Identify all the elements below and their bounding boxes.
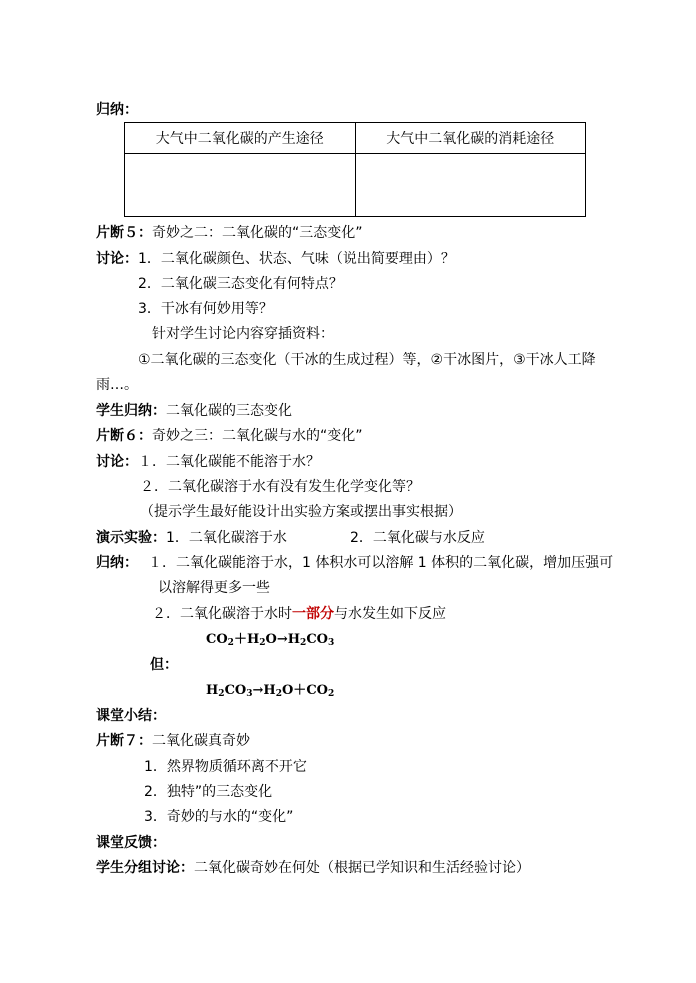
fragment-6-discussion (96, 452, 320, 472)
demo-item-2: 2．二氧化碳与水反应 (350, 530, 485, 546)
formula-part: O (265, 632, 277, 647)
fragment-6-label: 片断６： (96, 428, 152, 444)
table-header-row (125, 123, 586, 154)
equation-1 (206, 630, 334, 650)
conclusion-2 (152, 604, 446, 624)
formula-part: CO (306, 632, 328, 647)
demo-label: 演示实验： (96, 530, 166, 546)
class-summary-label: 课堂小结： (96, 708, 166, 724)
conclusion-2-text: 与水发生如下反应 (334, 606, 446, 622)
conclusion (96, 553, 138, 573)
formula-part: CO (306, 683, 328, 698)
question-2: 2．二氧化碳三态变化有何特点？ (138, 276, 343, 292)
fragment-5-discussion (96, 249, 455, 269)
fragment-5-heading (96, 223, 363, 243)
formula-part: ＋ (233, 632, 247, 647)
discuss-label: 讨论： (96, 454, 138, 470)
reaction-arrow: → (252, 683, 264, 698)
formula-part: H (206, 683, 219, 698)
fragment-7-title: 二氧化碳真奇妙 (152, 733, 250, 749)
fragment-7-label: 片断７： (96, 733, 152, 749)
insert-materials-intro: 针对学生讨论内容穿插资料： (152, 326, 334, 342)
formula-subscript: 2 (259, 638, 266, 648)
formula-subscript: 3 (246, 689, 253, 699)
table-cell (355, 154, 586, 217)
formula-subscript: 2 (300, 638, 307, 648)
equation-2 (206, 681, 334, 701)
reaction-arrow: → (276, 632, 288, 647)
table-row (125, 154, 586, 217)
list-item: 1．然界物质循环离不开它 (144, 759, 307, 775)
formula-part: CO (224, 683, 247, 698)
student-summary-label: 学生归纳： (96, 403, 166, 419)
materials-list-cont: 雨…。 (96, 377, 138, 393)
question-1: １．二氧化碳能不能溶于水？ (138, 454, 320, 470)
table-header-cell: 大气中二氧化碳的消耗途径 (355, 123, 586, 154)
question-3: 3．干冰有何妙用等？ (138, 301, 273, 317)
question-2: ２．二氧化碳溶于水有没有发生化学变化等？ (140, 479, 420, 495)
conclusion-1-cont: 以溶解得更多一些 (158, 580, 270, 596)
formula-part: ＋ (293, 683, 307, 698)
table-header-cell: 大气中二氧化碳的产生途径 (125, 123, 356, 154)
formula-part: CO (206, 632, 228, 647)
discuss-label: 讨论： (96, 251, 138, 267)
demo-experiment (96, 528, 287, 548)
feedback-label: 课堂反馈： (96, 835, 166, 851)
summary-label: 归纳： (96, 102, 138, 118)
list-item: 3．奇妙的与水的“变化” (144, 809, 294, 825)
hint-text: （提示学生最好能设计出实验方案或摆出事实根据） (140, 504, 462, 520)
fragment-5-label: 片断５： (96, 225, 152, 241)
conclusion-2-text: ２．二氧化碳溶于水时 (152, 606, 292, 622)
summary-table (124, 122, 586, 217)
group-discussion (96, 858, 530, 878)
formula-subscript: 2 (327, 689, 335, 699)
highlight-text: 一部分 (292, 606, 334, 622)
conclusion-1: １．二氧化碳能溶于水，1 体积水可以溶解 1 体积的二氧化碳，增加压强可 (148, 555, 614, 571)
formula-part: H (263, 683, 276, 698)
formula-subscript: 2 (218, 689, 225, 699)
materials-list: ①二氧化碳的三态变化（干冰的生成过程）等，②干冰图片，③干冰人工降 (138, 352, 596, 368)
fragment-5-title: 奇妙之二：二氧化碳的“三态变化” (152, 225, 363, 241)
table-cell (125, 154, 356, 217)
formula-subscript: 2 (275, 689, 282, 699)
student-summary (96, 401, 292, 421)
fragment-7-heading (96, 731, 250, 751)
question-1: 1．二氧化碳颜色、状态、气味（说出简要理由）？ (138, 251, 455, 267)
formula-subscript: 2 (227, 638, 234, 648)
group-discussion-text: 二氧化碳奇妙在何处（根据已学知识和生活经验讨论） (194, 860, 530, 876)
conclusion-label: 归纳： (96, 555, 138, 571)
student-summary-text: 二氧化碳的三态变化 (166, 403, 292, 419)
list-item: 2．独特”的三态变化 (144, 784, 273, 800)
formula-subscript: 3 (327, 638, 335, 648)
formula-part: H (246, 632, 260, 647)
fragment-6-heading (96, 426, 363, 446)
formula-part: H (287, 632, 301, 647)
formula-part: O (281, 683, 294, 698)
group-discussion-label: 学生分组讨论： (96, 860, 194, 876)
demo-item-1: 1．二氧化碳溶于水 (166, 530, 287, 546)
fragment-6-title: 奇妙之三：二氧化碳与水的“变化” (152, 428, 363, 444)
but-label: 但： (150, 657, 178, 673)
